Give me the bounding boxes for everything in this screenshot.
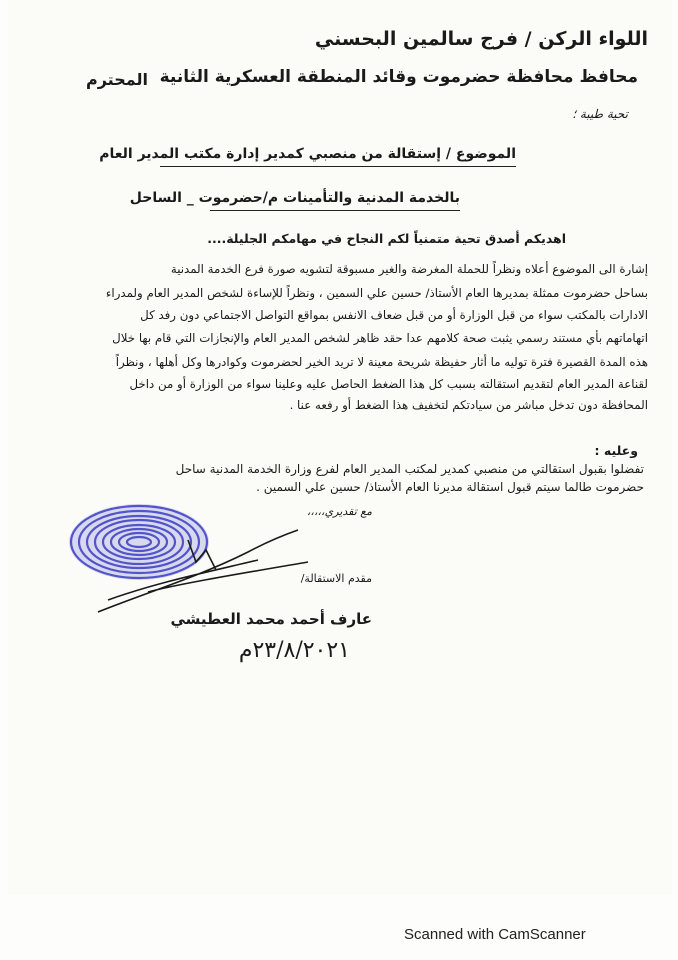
body-line: الادارات بالمكتب سواء من قبل الوزارة أو من قبل ضعاف الانفس بمواقع التواصل الاجتماعي دون رفد كل bbox=[140, 308, 648, 322]
body-line: بساحل حضرموت ممثلة بمديرها العام الأستاذ/ حسين علي السمين ، ونظراً للإساءة لشخص المدير العام ولمدراء bbox=[105, 286, 648, 300]
body-line: إشارة الى الموضوع أعلاه ونظراً للحملة المغرضة والغير مسبوقة لتشويه صورة فرع الخدمة المدنية bbox=[170, 262, 648, 276]
body-line: اتهاماتهم بأي مستند رسمي يثبت صحة كلامهم عدا حقد ظاهر لشخص المدير العام والإنجازات التي قام بها خلال bbox=[112, 331, 648, 345]
handwritten-date: ٢٣/٨/٢٠٢١م bbox=[238, 638, 350, 663]
recipient-name: اللواء الركن / فرج سالمين البحسني bbox=[314, 28, 648, 50]
submitter-label: مقدم الاستقالة/ bbox=[300, 572, 372, 585]
body-line: هذه المدة القصيرة فترة توليه ما أثار حفيظة شريحة معينة لا تريد الخير لحضرموت وكوادرها وكل أهلها ، ونظراً bbox=[115, 355, 648, 369]
subject-underline-1 bbox=[160, 166, 516, 167]
intro-line: اهديكم أصدق تحية متمنياً لكم النجاح في مهامكم الجليلة.... bbox=[207, 231, 566, 246]
request-line: حضرموت طالما سيتم قبول استقالة مديرنا العام الأستاذ/ حسين علي السمين . bbox=[256, 480, 644, 494]
subject-line-1: الموضوع / إستقالة من منصبي كمدير إدارة مكتب المدير العام bbox=[99, 146, 516, 162]
scanner-watermark: Scanned with CamScanner bbox=[404, 926, 586, 943]
body-line: المحافظة دون تدخل مباشر من سيادتكم لتخفيف هذا الضغط أو رفعه عنا . bbox=[289, 398, 648, 412]
letter-paper bbox=[8, 0, 672, 895]
honorific: المحترم bbox=[86, 70, 148, 89]
therefore-label: وعليه : bbox=[594, 443, 638, 458]
body-line: لقناعة المدير العام لتقديم استقالته بسبب كل هذا الضغط الحاصل عليه وعلينا سواء من الوزارة أو من داخل bbox=[129, 377, 648, 391]
recipient-title: محافظ محافظة حضرموت وقائد المنطقة العسكرية الثانية bbox=[159, 67, 638, 87]
regards-line: مع تقديري،،،،، bbox=[306, 505, 372, 518]
subject-underline-2 bbox=[210, 210, 460, 211]
greeting: تحية طيبة ؛ bbox=[572, 107, 628, 121]
subject-line-2: بالخدمة المدنية والتأمينات م/حضرموت _ الساحل bbox=[129, 190, 460, 206]
signature bbox=[88, 522, 318, 622]
signer-name: عارف أحمد محمد العطيشي bbox=[170, 610, 372, 628]
request-line: تفضلوا بقبول استقالتي من منصبي كمدير لمكتب المدير العام لفرع وزارة الخدمة المدنية ساحل bbox=[175, 462, 644, 476]
